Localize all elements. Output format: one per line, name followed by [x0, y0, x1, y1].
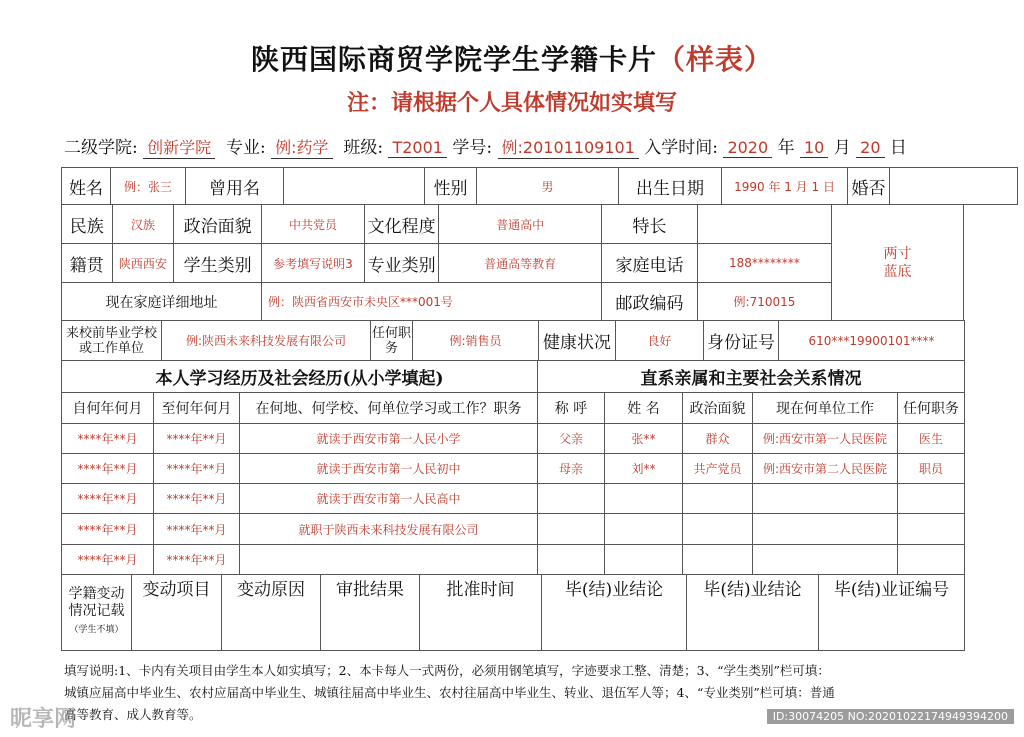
family-work[interactable]: 例:西安市第一人民医院 — [753, 424, 898, 454]
mtype-label: 专业类别 — [365, 244, 439, 283]
id-value[interactable]: 610***19900101**** — [779, 321, 965, 361]
college-label: 二级学院: — [64, 138, 138, 158]
header-row — [64, 133, 964, 159]
registration-card — [61, 167, 964, 657]
family-work[interactable] — [753, 484, 898, 514]
origin-label: 籍贯 — [62, 244, 113, 283]
history-to[interactable]: ****年**月 — [154, 454, 240, 484]
history-col-where: 在何地、何学校、何单位学习或工作？职务 — [240, 393, 538, 424]
change-cell[interactable] — [687, 600, 819, 650]
status-change-table — [61, 574, 965, 651]
history-to[interactable]: ****年**月 — [154, 424, 240, 454]
change-col3: 审批结果 — [321, 575, 420, 601]
family-col-job: 任何职务 — [898, 393, 965, 424]
family-name[interactable] — [605, 484, 683, 514]
family-name[interactable] — [605, 545, 683, 575]
watermark: 昵享网 — [10, 707, 77, 732]
family-name[interactable]: 张** — [605, 424, 683, 454]
college-value: 创新学院 — [143, 135, 215, 159]
change-col1: 变动项目 — [132, 575, 222, 601]
family-work[interactable] — [753, 545, 898, 575]
title-main: 陕西国际商贸学院学生学籍卡片 — [250, 43, 657, 76]
family-name[interactable]: 刘** — [605, 454, 683, 484]
subtitle: 注：请根据个人具体情况如实填写 — [346, 90, 677, 116]
stype-label: 学生类别 — [174, 244, 262, 283]
addr-label: 现在家庭详细地址 — [62, 283, 262, 321]
month-value: 10 — [800, 138, 828, 158]
change-col2: 变动原因 — [222, 575, 321, 601]
basic-info-table-2 — [61, 204, 964, 321]
enroll-label: 入学时间: — [644, 138, 719, 158]
family-work[interactable]: 例:西安市第二人民医院 — [753, 454, 898, 484]
talent-value[interactable] — [697, 205, 831, 244]
change-cell[interactable] — [321, 600, 420, 650]
history-from[interactable]: ****年**月 — [62, 484, 154, 514]
edu-label: 文化程度 — [365, 205, 439, 244]
table-row — [62, 484, 965, 514]
table-row — [62, 424, 965, 454]
addr-value[interactable]: 例：陕西省西安市未央区***001号 — [261, 283, 601, 321]
mtype-value[interactable]: 普通高等教育 — [439, 244, 602, 283]
history-from[interactable]: ****年**月 — [62, 545, 154, 575]
family-pol[interactable] — [683, 514, 753, 545]
prev-value[interactable]: 例:陕西未来科技发展有限公司 — [162, 321, 371, 361]
family-col-pol: 政治面貌 — [683, 393, 753, 424]
origin-value[interactable]: 陕西西安 — [112, 244, 174, 283]
table-row — [62, 454, 965, 484]
prev-label: 来校前毕业学校或工作单位 — [62, 321, 162, 361]
ethnic-label: 民族 — [62, 205, 113, 244]
sid-label: 学号: — [452, 138, 493, 158]
year-value: 2020 — [723, 138, 772, 158]
history-from[interactable]: ****年**月 — [62, 424, 154, 454]
table-row — [62, 545, 965, 575]
family-rel[interactable]: 母亲 — [538, 454, 605, 484]
history-family-table — [61, 360, 965, 575]
day-value: 20 — [856, 138, 884, 158]
history-title: 本人学习经历及社会经历(从小学填起) — [62, 361, 538, 393]
name-label: 姓名 — [62, 168, 111, 205]
history-to[interactable]: ****年**月 — [154, 484, 240, 514]
health-label: 健康状况 — [539, 321, 616, 361]
former-label: 曾用名 — [186, 168, 284, 205]
family-rel[interactable]: 父亲 — [538, 424, 605, 454]
history-where[interactable]: 就职于陕西未来科技发展有限公司 — [240, 514, 538, 545]
marital-label: 婚否 — [848, 168, 890, 205]
marital-value[interactable] — [890, 168, 1018, 205]
family-pol[interactable]: 群众 — [683, 424, 753, 454]
family-rel[interactable] — [538, 545, 605, 575]
family-job[interactable] — [898, 545, 965, 575]
family-work[interactable] — [753, 514, 898, 545]
job-label: 任何职务 — [371, 321, 413, 361]
family-title: 直系亲属和主要社会关系情况 — [538, 361, 965, 393]
change-col4: 批准时间 — [420, 575, 542, 601]
family-job[interactable]: 职员 — [898, 454, 965, 484]
title-sample: （样表） — [657, 43, 774, 76]
gender-value[interactable]: 男 — [477, 168, 619, 205]
history-where[interactable]: 就读于西安市第一人民初中 — [240, 454, 538, 484]
year-unit: 年 — [777, 138, 795, 158]
page-title — [0, 38, 1024, 78]
change-col6: 毕(结)业结论 — [687, 575, 819, 601]
history-where[interactable]: 就读于西安市第一人民小学 — [240, 424, 538, 454]
basic-info-table — [61, 167, 1018, 205]
job-value[interactable]: 例:销售员 — [413, 321, 539, 361]
family-job[interactable] — [898, 484, 965, 514]
zip-label: 邮政编码 — [602, 283, 698, 321]
history-to[interactable]: ****年**月 — [154, 545, 240, 575]
family-pol[interactable] — [683, 484, 753, 514]
family-col-rel: 称 呼 — [538, 393, 605, 424]
history-from[interactable]: ****年**月 — [62, 454, 154, 484]
birth-value[interactable]: 1990 年 1 月 1 日 — [722, 168, 848, 205]
image-id-line: ID:30074205 NO:20201022174949394200 — [767, 709, 1014, 724]
class-value: T2001 — [388, 138, 447, 158]
change-cell[interactable] — [819, 600, 965, 650]
political-value[interactable]: 中共党员 — [261, 205, 364, 244]
notes-line-1: 填写说明:1、卡内有关项目由学生本人如实填写；2、本卡每人一式两份，必须用钢笔填写，字迹要求工整、清楚；3、“学生类别”栏可填： — [64, 663, 830, 678]
family-col-name: 姓 名 — [605, 393, 683, 424]
political-label: 政治面貌 — [174, 205, 262, 244]
former-value[interactable] — [284, 168, 425, 205]
family-job[interactable] — [898, 514, 965, 545]
stype-value[interactable]: 参考填写说明3 — [261, 244, 364, 283]
change-side-note: （学生不填） — [69, 624, 124, 635]
history-from[interactable]: ****年**月 — [62, 514, 154, 545]
photo-box: 两寸 蓝底 — [831, 205, 963, 321]
change-col7: 毕(结)业证编号 — [819, 575, 965, 601]
family-col-work: 现在何单位工作 — [753, 393, 898, 424]
id-label: 身份证号 — [704, 321, 779, 361]
family-pol[interactable]: 共产党员 — [683, 454, 753, 484]
health-value[interactable]: 良好 — [616, 321, 704, 361]
history-to[interactable]: ****年**月 — [154, 514, 240, 545]
family-name[interactable] — [605, 514, 683, 545]
change-cell[interactable] — [542, 600, 687, 650]
prev-school-table — [61, 320, 965, 361]
phone-value[interactable]: 188******** — [697, 244, 831, 283]
ethnic-value[interactable]: 汉族 — [112, 205, 174, 244]
change-cell[interactable] — [132, 600, 222, 650]
zip-value[interactable]: 例:710015 — [697, 283, 831, 321]
birth-label: 出生日期 — [619, 168, 722, 205]
major-label: 专业: — [225, 138, 266, 158]
family-rel[interactable] — [538, 484, 605, 514]
table-row — [62, 514, 965, 545]
family-job[interactable]: 医生 — [898, 424, 965, 454]
change-side-label — [62, 575, 132, 651]
edu-value[interactable]: 普通高中 — [439, 205, 602, 244]
change-cell[interactable] — [420, 600, 542, 650]
family-rel[interactable] — [538, 514, 605, 545]
change-col5: 毕(结)业结论 — [542, 575, 687, 601]
history-where[interactable]: 就读于西安市第一人民高中 — [240, 484, 538, 514]
history-where[interactable] — [240, 545, 538, 575]
notes-line-2: 城镇应届高中毕业生、农村应届高中毕业生、城镇往届高中毕业生、农村往届高中毕业生、转业、退伍军人等；4、“专业类别”栏可填：普通 — [64, 685, 835, 700]
history-col-to: 至何年何月 — [154, 393, 240, 424]
major-value: 例:药学 — [271, 135, 332, 159]
day-unit: 日 — [889, 138, 907, 158]
notes-line-3: 高等教育、成人教育等。 — [64, 707, 202, 722]
talent-label: 特长 — [602, 205, 698, 244]
family-pol[interactable] — [683, 545, 753, 575]
gender-label: 性别 — [425, 168, 477, 205]
class-label: 班级: — [343, 138, 384, 158]
change-cell[interactable] — [222, 600, 321, 650]
history-col-from: 自何年何月 — [62, 393, 154, 424]
month-unit: 月 — [833, 138, 851, 158]
name-value[interactable]: 例：张三 — [111, 168, 186, 205]
change-side-title: 学籍变动情况记载 — [68, 585, 125, 619]
phone-label: 家庭电话 — [602, 244, 698, 283]
sid-value: 例:20101109101 — [498, 135, 639, 159]
